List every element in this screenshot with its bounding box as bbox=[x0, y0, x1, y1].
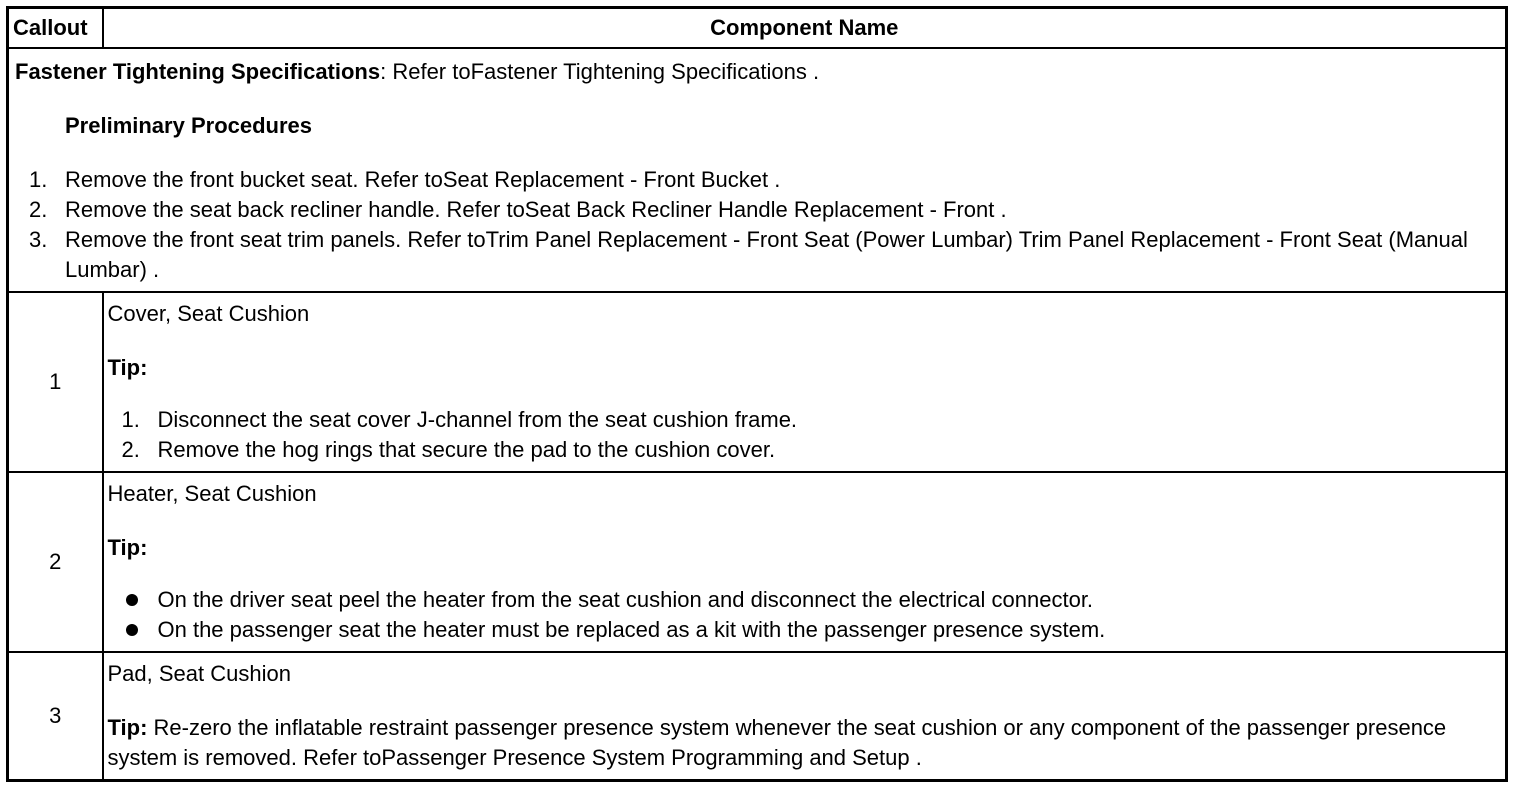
callout-number: 3 bbox=[8, 652, 103, 781]
step-text: Remove the seat back recliner handle. Refer toSeat Back Recliner Handle Replacement - Front . bbox=[65, 197, 1007, 222]
preliminary-cell bbox=[8, 48, 1507, 292]
list-item bbox=[108, 615, 1500, 645]
tip-label: Tip: bbox=[107, 715, 148, 740]
step-number: 1. bbox=[121, 407, 140, 432]
bullet-text: On the driver seat peel the heater from the seat cushion and disconnect the electrical connector. bbox=[157, 587, 1094, 612]
step-number: 1. bbox=[29, 167, 48, 192]
component-cell bbox=[103, 472, 1507, 652]
step-text: Remove the hog rings that secure the pad to the cushion cover. bbox=[157, 437, 776, 462]
step-number: 2. bbox=[29, 197, 48, 222]
step-text: Disconnect the seat cover J-channel from the seat cushion frame. bbox=[157, 407, 798, 432]
component-name: Cover, Seat Cushion bbox=[107, 301, 310, 326]
component-name: Pad, Seat Cushion bbox=[107, 661, 291, 686]
bullet-text: On the passenger seat the heater must be replaced as a kit with the passenger presence system. bbox=[157, 617, 1106, 642]
callout-header: Callout bbox=[8, 8, 103, 49]
tip-label: Tip: bbox=[107, 535, 148, 560]
fastener-spec-text: : Refer toFastener Tightening Specifications . bbox=[380, 59, 820, 84]
tip-paragraph bbox=[108, 713, 1500, 773]
step-text: Remove the front bucket seat. Refer toSeat Replacement - Front Bucket . bbox=[65, 167, 781, 192]
fastener-spec-label: Fastener Tightening Specifications bbox=[15, 59, 381, 84]
table-row bbox=[8, 652, 1507, 781]
list-item bbox=[108, 585, 1500, 615]
tip-label: Tip: bbox=[107, 355, 148, 380]
preliminary-steps bbox=[15, 165, 1499, 285]
list-item bbox=[15, 225, 1499, 285]
preliminary-row bbox=[8, 48, 1507, 292]
step-text: Remove the front seat trim panels. Refer toTrim Panel Replacement - Front Seat (Power Lumbar) Trim Panel Replacement - Front Seat (Manual Lumbar) . bbox=[65, 227, 1468, 282]
list-item bbox=[108, 405, 1500, 435]
table-row bbox=[8, 472, 1507, 652]
callout-number: 2 bbox=[8, 472, 103, 652]
component-cell bbox=[103, 292, 1507, 472]
component-name: Heater, Seat Cushion bbox=[107, 481, 317, 506]
component-cell bbox=[103, 652, 1507, 781]
table-header-row bbox=[8, 8, 1507, 49]
list-item bbox=[108, 435, 1500, 465]
bullet-dot-icon bbox=[126, 624, 138, 636]
step-number: 3. bbox=[29, 227, 48, 252]
list-item bbox=[15, 195, 1499, 225]
component-table bbox=[6, 6, 1508, 782]
step-number: 2. bbox=[121, 437, 140, 462]
bullet-dot-icon bbox=[126, 594, 138, 606]
preliminary-title: Preliminary Procedures bbox=[65, 113, 313, 138]
fastener-spec-line bbox=[15, 57, 1499, 87]
table-row bbox=[8, 292, 1507, 472]
component-name-header: Component Name bbox=[103, 8, 1507, 49]
tip-bullets bbox=[108, 585, 1500, 645]
tip-steps bbox=[108, 405, 1500, 465]
list-item bbox=[15, 165, 1499, 195]
tip-text: Re-zero the inflatable restraint passenger presence system whenever the seat cushion or any component of the passenger presence system is removed. Refer toPassenger Presence System Programming and Setup . bbox=[107, 715, 1447, 770]
callout-number: 1 bbox=[8, 292, 103, 472]
